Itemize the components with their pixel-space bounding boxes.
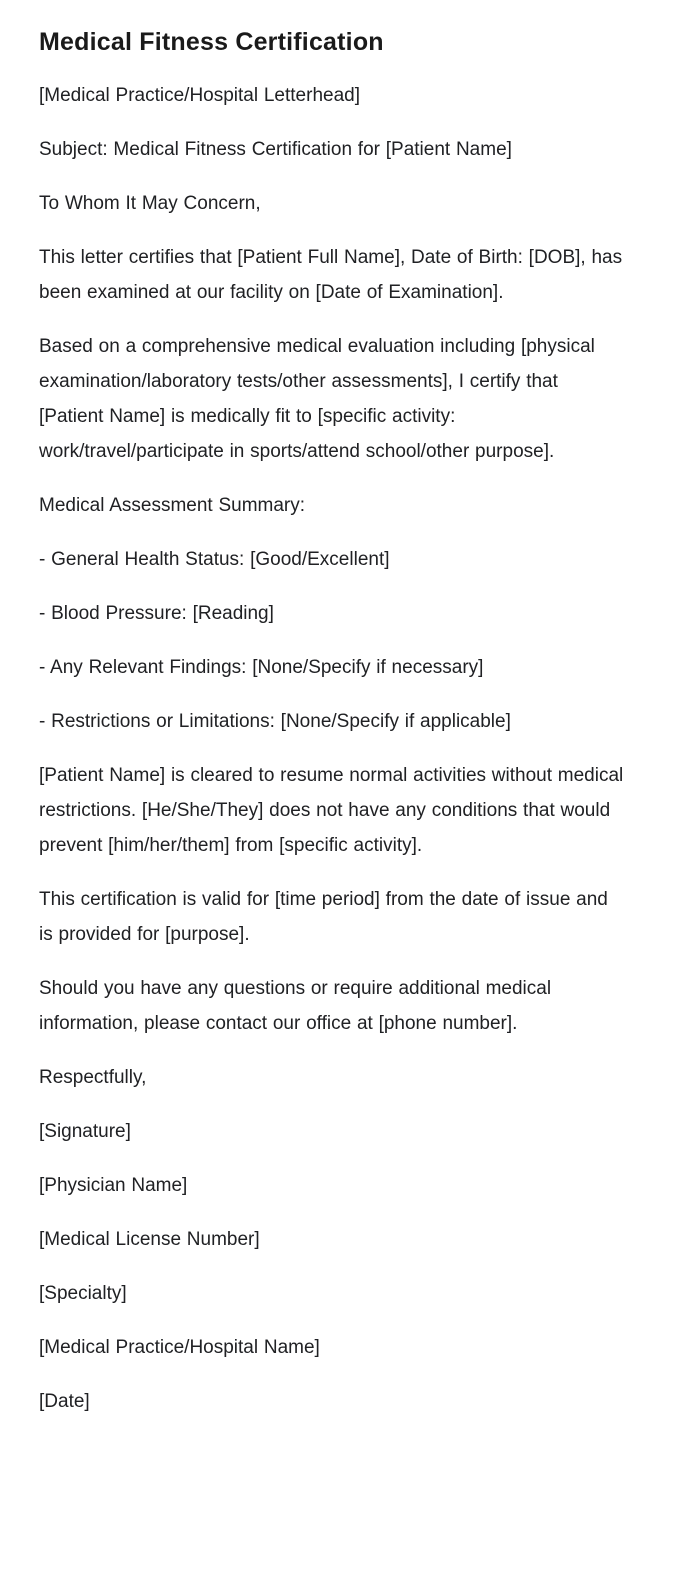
assessment-item-blood-pressure: - Blood Pressure: [Reading] — [39, 603, 274, 624]
assessment-item-general-health: - General Health Status: [Good/Excellent] — [39, 549, 390, 570]
assessment-summary-heading: Medical Assessment Summary: — [39, 495, 306, 516]
date-placeholder: [Date] — [39, 1391, 90, 1412]
assessment-item-relevant-findings: - Any Relevant Findings: [None/Specify if necessary] — [39, 657, 484, 678]
license-number-placeholder: [Medical License Number] — [39, 1229, 260, 1250]
certification-statement: This letter certifies that [Patient Full Name], Date of Birth: [DOB], has been examined at our facility on [Date of Examination]. — [39, 247, 623, 303]
signature-placeholder: [Signature] — [39, 1121, 131, 1142]
letterhead-placeholder: [Medical Practice/Hospital Letterhead] — [39, 85, 360, 106]
specialty-placeholder: [Specialty] — [39, 1283, 127, 1304]
contact-statement: Should you have any questions or require additional medical information, please contact our office at [phone number]. — [39, 978, 552, 1034]
validity-statement: This certification is valid for [time period] from the date of issue and is provided for [purpose]. — [39, 889, 608, 945]
document-title: Medical Fitness Certification — [39, 28, 384, 56]
clearance-statement: [Patient Name] is cleared to resume normal activities without medical restrictions. [He/She/They] does not have any conditions that would prevent [him/her/them] from [specific activity]. — [39, 765, 624, 856]
practice-name-placeholder: [Medical Practice/Hospital Name] — [39, 1337, 320, 1358]
closing: Respectfully, — [39, 1067, 147, 1088]
subject-line: Subject: Medical Fitness Certification for [Patient Name] — [39, 139, 512, 160]
physician-name-placeholder: [Physician Name] — [39, 1175, 188, 1196]
assessment-item-restrictions: - Restrictions or Limitations: [None/Specify if applicable] — [39, 711, 511, 732]
document-body — [39, 78, 625, 1419]
salutation: To Whom It May Concern, — [39, 193, 261, 214]
evaluation-statement: Based on a comprehensive medical evaluation including [physical examination/laboratory tests/other assessments], I certify that [Patient Name] is medically fit to [specific activity: work/travel/participate in sports/attend school/other purpose]. — [39, 336, 595, 462]
